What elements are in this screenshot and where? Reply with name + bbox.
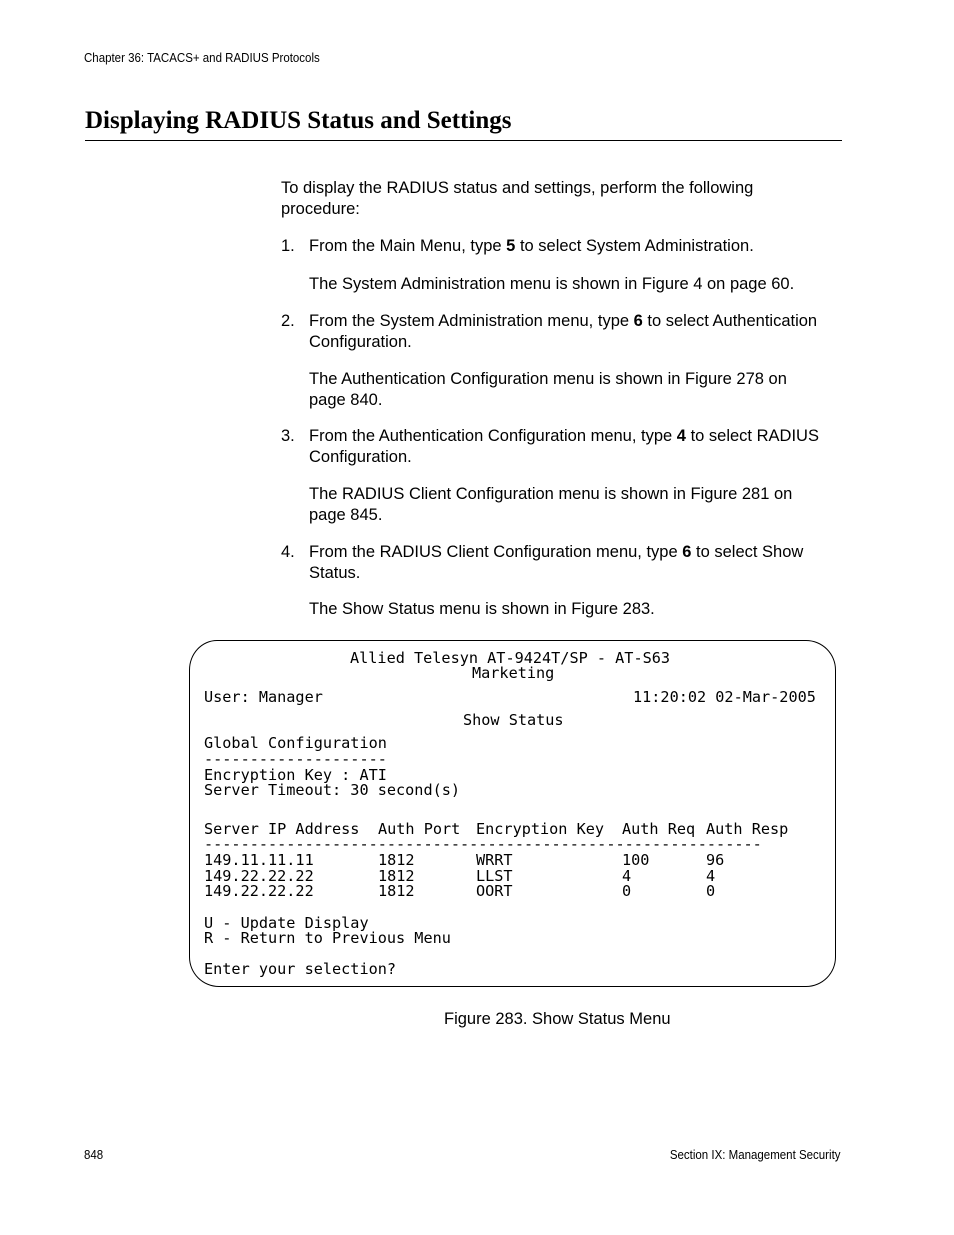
cell-key: WRRT	[476, 851, 513, 869]
terminal-datetime: 11:20:02 02-Mar-2005	[633, 688, 816, 706]
global-config-heading: Global Configuration	[204, 734, 387, 752]
cell-req: 4	[622, 867, 632, 885]
table-rule: -------------------------------------------------------------	[204, 835, 762, 853]
column-header-ip: Server IP Address	[204, 820, 360, 838]
cell-port: 1812	[378, 851, 415, 869]
step-instruction: From the RADIUS Client Configuration menu, type 6 to select Show Status.	[309, 543, 804, 582]
title-rule	[85, 140, 842, 141]
column-header-resp: Auth Resp	[706, 820, 789, 838]
step-note: The RADIUS Client Configuration menu is shown in Figure 281 on page 845.	[309, 485, 793, 524]
selection-prompt: Enter your selection?	[204, 960, 397, 978]
step-key: 4	[676, 427, 686, 445]
cell-resp: 96	[706, 851, 725, 869]
step-key: 5	[506, 237, 516, 255]
encryption-key-line: Encryption Key : ATI	[204, 766, 387, 784]
step-note: The Authentication Configuration menu is shown in Figure 278 on page 840.	[309, 370, 787, 409]
cell-req: 0	[622, 882, 632, 900]
cell-resp: 0	[706, 882, 716, 900]
step-instruction: From the Main Menu, type 5 to select System Administration.	[309, 237, 754, 255]
server-timeout-line: Server Timeout: 30 second(s)	[204, 781, 461, 799]
page-header-chapter: Chapter 36: TACACS+ and RADIUS Protocols	[84, 51, 320, 65]
terminal-location: Marketing	[472, 664, 555, 682]
cell-port: 1812	[378, 882, 415, 900]
column-header-key: Encryption Key	[476, 820, 605, 838]
step-number: 3.	[281, 427, 295, 445]
step-number: 4.	[281, 543, 295, 561]
footer-page-number: 848	[84, 1148, 104, 1162]
cell-key: OORT	[476, 882, 513, 900]
column-header-port: Auth Port	[378, 820, 461, 838]
option-update-display: U - Update Display	[204, 914, 369, 932]
cell-ip: 149.22.22.22	[204, 867, 314, 885]
step-note: The System Administration menu is shown in Figure 4 on page 60.	[309, 275, 795, 293]
cell-ip: 149.22.22.22	[204, 882, 314, 900]
step-key: 6	[682, 543, 692, 561]
cell-req: 100	[622, 851, 650, 869]
cell-key: LLST	[476, 867, 513, 885]
section-title: Displaying RADIUS Status and Settings	[85, 107, 512, 134]
terminal-screen	[189, 640, 836, 987]
step-number: 1.	[281, 237, 295, 255]
step-instruction: From the System Administration menu, type 6 to select Authentication Configuration.	[309, 312, 818, 351]
figure-caption: Figure 283. Show Status Menu	[444, 1010, 671, 1028]
footer-section: Section IX: Management Security	[670, 1148, 841, 1162]
step-number: 2.	[281, 312, 295, 330]
intro-line-1: To display the RADIUS status and settings, perform the following	[281, 179, 754, 197]
intro-paragraph	[281, 178, 846, 220]
step-note: The Show Status menu is shown in Figure 283.	[309, 600, 655, 618]
cell-port: 1812	[378, 867, 415, 885]
terminal-user: User: Manager	[204, 688, 323, 706]
terminal-menu-title: Show Status	[463, 711, 564, 729]
step-key: 6	[633, 312, 643, 330]
column-header-req: Auth Req	[622, 820, 696, 838]
option-return-previous: R - Return to Previous Menu	[204, 929, 451, 947]
intro-line-2: procedure:	[281, 200, 360, 218]
global-config-rule: --------------------	[204, 750, 387, 768]
terminal-product: Allied Telesyn AT-9424T/SP - AT-S63	[350, 649, 671, 667]
step-instruction: From the Authentication Configuration menu, type 4 to select RADIUS Configuration.	[309, 427, 819, 466]
cell-ip: 149.11.11.11	[204, 851, 314, 869]
cell-resp: 4	[706, 867, 716, 885]
